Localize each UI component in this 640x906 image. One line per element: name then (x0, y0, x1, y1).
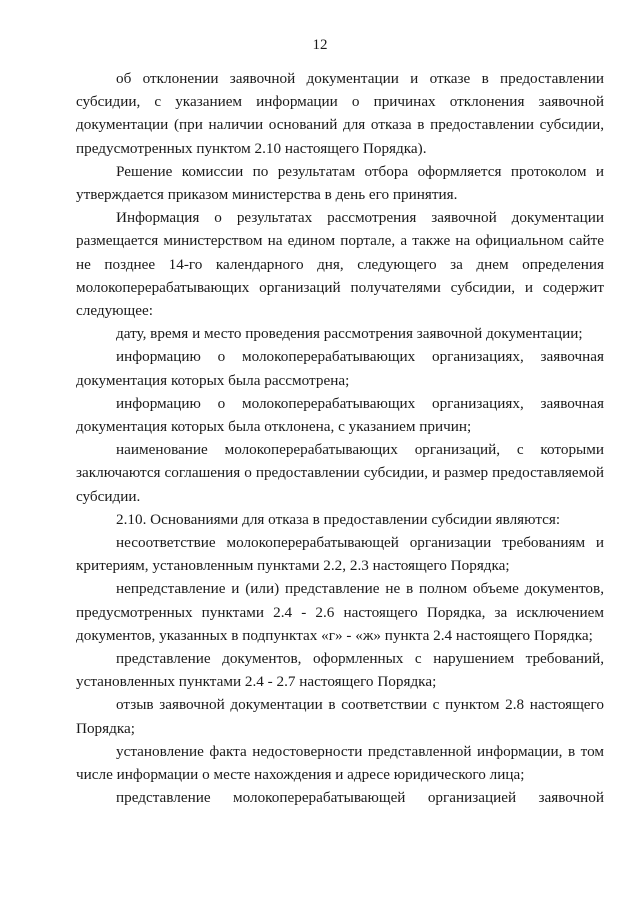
refusal-ground-withdrawal: отзыв заявочной документации в соответствии с пунктом 2.8 настоящего Порядка; (76, 696, 604, 737)
list-item-agreement-organizations: наименование молокоперерабатывающих организаций, с которыми заключаются соглашения о предоставлении субсидии, и размер предоставляемой субсидии. (76, 441, 604, 505)
section-heading-2-10: 2.10. Основаниями для отказа в предоставлении субсидии являются: (116, 510, 561, 528)
refusal-ground-nonsubmission: непредставление и (или) представление не в полном объеме документов, предусмотренных пунктами 2.4 - 2.6 настоящего Порядка, за исключением документов, указанных в подпунктах «г» - «ж» пункта 2.4 настоящего Порядка; (76, 580, 604, 644)
page-number: 12 (312, 37, 328, 53)
body-text (76, 67, 604, 810)
paragraph-results-info: Информация о результатах рассмотрения заявочной документации размещается министерством на едином портале, а также на официальном сайте не позднее 14-го календарного дня, следующего за днем определения молокоперерабатывающих организаций получателями субсидии, и содержит следующее: (76, 209, 604, 320)
paragraph-continuation: об отклонении заявочной документации и отказе в предоставлении субсидии, с указанием информации о причинах отклонения заявочной документации (при наличии оснований для отказа в предоставлении субсидии, предусмотренных пунктом 2.10 настоящего Порядка). (76, 70, 604, 157)
refusal-ground-false-information: установление факта недостоверности представленной информации, в том числе информации о месте нахождения и адресе юридического лица; (76, 742, 604, 784)
list-item-rejected-organizations: информацию о молокоперерабатывающих организациях, заявочная документация которых была отклонена, с указанием причин; (76, 394, 604, 436)
refusal-ground-noncompliance: несоответствие молокоперерабатывающей организации требованиям и критериям, установленным пунктами 2.2, 2.3 настоящего Порядка; (76, 534, 604, 575)
paragraph-commission-decision: Решение комиссии по результатам отбора оформляется протоколом и утверждается приказом министерства в день его принятия. (76, 162, 604, 204)
refusal-ground-submission-cut: представление молокоперерабатывающей организацией заявочной (116, 789, 604, 807)
refusal-ground-improper-documents: представление документов, оформленных с нарушением требований, установленных пунктами 2.4 - 2.7 настоящего Порядка; (76, 650, 604, 691)
list-item-reviewed-organizations: информацию о молокоперерабатывающих организациях, заявочная документация которых была рассмотрена; (76, 348, 604, 389)
list-item-date-time-place: дату, время и место проведения рассмотрения заявочной документации; (116, 325, 583, 343)
